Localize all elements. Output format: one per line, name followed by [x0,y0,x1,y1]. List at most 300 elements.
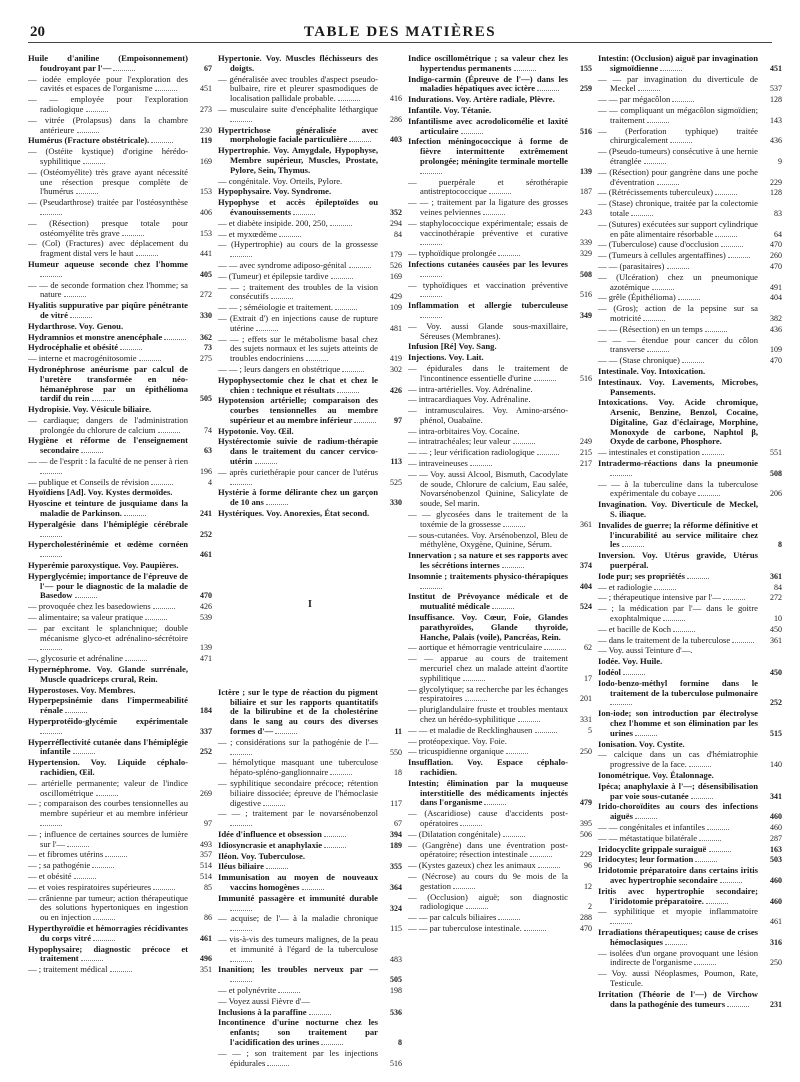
index-entry [28,779,212,799]
leader-dots [643,314,665,321]
entry-text: Iridocytes; leur formation [598,854,694,865]
page-ref: 272 [770,593,782,603]
entry-text: — (Sutures) exécutées sur support cylindrique en pâte alimentaire résorbable [598,218,758,239]
page-ref: 109 [770,345,782,355]
index-entry [218,965,402,985]
index-entry [408,198,592,218]
index-entry [28,717,212,737]
entry-text: Iodée. Voy. Huile. [598,656,663,667]
leader-dots [324,830,346,837]
page-ref: 361 [770,635,782,645]
page-ref: 451 [770,63,782,73]
entry-text: — (Nécrose) au cours du 9e mois de la gestation [408,870,568,891]
leader-dots [513,437,535,444]
index-entry [218,862,402,872]
page-ref: 64 [774,229,782,239]
leader-dots [720,876,742,883]
leader-dots [81,446,103,453]
page-ref: 470 [770,356,782,366]
page-ref: 351 [200,965,212,975]
leader-dots [623,668,645,675]
index-entry [408,106,592,116]
page-ref: 349 [580,310,592,320]
leader-dots [691,792,713,799]
page-ref: 67 [204,63,212,73]
leader-dots [230,250,252,257]
index-entry [598,262,782,272]
index-entry [28,654,212,664]
entry-text: Irradiations thérapeutiques; cause de crises hémoclasiques [598,926,758,947]
index-entry [408,353,592,363]
index-entry [408,95,592,105]
index-entry [28,147,212,167]
leader-dots [665,938,687,945]
leader-dots [461,127,483,134]
page-ref: 361 [770,571,782,581]
entry-text: Iodo-benzo-méthyl formine dans le traitement de la tuberculose pulmonaire [598,677,758,698]
page-ref: 461 [200,550,212,560]
leader-dots [324,841,346,848]
index-entry [28,365,212,404]
entry-text: Ion-iode; son introduction par électrolyse chez l'homme et son élimination par les urines [598,708,758,738]
entry-text: Institut de Prévoyance médicale et de mutualité médicale [408,591,568,612]
leader-dots [92,394,114,401]
page-ref: 272 [200,290,212,300]
entry-text: Hypotonie. Voy. Œil. [218,425,294,436]
index-entry [408,737,592,747]
page-ref: 169 [200,156,212,166]
entry-text: Infantile. Voy. Tétanie. [408,104,492,115]
index-entry [598,459,782,479]
index-entry [218,283,402,303]
leader-dots [695,855,717,862]
index-entry [28,499,212,519]
index-entry [218,1018,402,1047]
leader-dots [484,798,506,805]
index-column-1 [28,54,212,1076]
leader-dots [678,293,700,300]
index-entry [218,427,402,437]
page-ref: 243 [580,207,592,217]
index-column-4 [598,54,782,1076]
entry-text: Idée d'influence et obsession [218,829,322,840]
leader-dots [622,540,644,547]
leader-dots [535,726,557,733]
entry-text: Hyperréflectivité cutanée dans l'hémiplégie infantile [28,736,188,757]
leader-dots [420,311,442,318]
leader-dots [155,84,177,91]
entry-text: — (Ostéite kystique) d'origine hérédo-syphilitique [28,146,188,166]
index-entry [218,688,402,737]
page-ref: 206 [770,489,782,499]
index-entry [28,219,212,239]
index-entry [408,260,592,280]
leader-dots [631,209,653,216]
index-entry [218,219,402,229]
leader-dots [73,747,95,754]
leader-dots [230,924,252,931]
entry-text: Hystériques. Voy. Anorexies, État second. [218,508,370,519]
entry-text: — acquise; de l'— à la maladie chronique [218,913,378,924]
leader-dots [420,167,442,174]
page-ref: 419 [390,354,402,364]
leader-dots [647,116,669,123]
entry-text: Innervation ; sa nature et ses rapports avec les sécrétions internes [408,550,568,571]
page-ref: 302 [390,364,402,374]
index-entry [218,914,402,934]
leader-dots [610,469,632,476]
index-entry [408,654,592,683]
entry-text: Intestinale. Voy. Intoxication. [598,365,706,376]
index-entry [598,625,782,635]
entry-text: — — par invagination du diverticule de Meckel [598,73,758,94]
index-entry [408,385,592,395]
page-ref: 74 [204,425,212,435]
entry-text: Intestinaux. Voy. Lavements, Microbes, Pansements. [598,376,758,397]
leader-dots [230,975,252,982]
leader-dots [672,95,694,102]
index-entry [28,686,212,696]
index-entry [598,636,782,646]
entry-text: — vis-à-vis des tumeurs malignes, de la peau et immunité à l'égard de la tuberculose [218,933,378,954]
leader-dots [420,290,442,297]
index-column-2 [218,54,402,1076]
entry-text: Iléon. Voy. Tuberculose. [218,850,306,861]
leader-dots [321,1038,343,1045]
index-entry [28,830,212,850]
leader-dots [120,343,142,350]
leader-dots [721,240,743,247]
entry-text: — Voy. aussi Glande sous-maxillaire, Séreuses (Membranes). [408,320,568,341]
index-entry [408,117,592,137]
leader-dots [275,727,297,734]
index-entry [598,367,782,377]
index-entry [598,750,782,770]
page-ref: 201 [580,694,592,704]
page-ref: 184 [200,706,212,716]
page-ref: 508 [580,269,592,279]
index-entry [28,343,212,353]
leader-dots [635,729,657,736]
index-entry [408,924,592,934]
index-entry [598,75,782,95]
page-ref: 128 [770,95,782,105]
page-ref: 62 [584,643,592,653]
index-entry [408,779,592,808]
index-entry [28,333,212,343]
page-ref: 505 [200,394,212,404]
entry-text: Hypophysaire; diagnostic précoce et traitement [28,943,188,964]
entry-text: — (Rétrécissements tuberculeux) [598,187,714,198]
entry-text: — pluriglandulaire fruste et troubles mentaux chez un hérédo-syphilitique [408,704,568,724]
entry-text: Inflammation et allergie tuberculeuse [408,300,568,311]
index-entry [598,147,782,167]
leader-dots [610,698,632,705]
index-entry [408,54,592,74]
page-ref: 362 [200,332,212,342]
index-entry [28,799,212,828]
entry-text: — ; thérapeutique intensive par l'— [598,592,722,603]
leader-dots [498,249,520,256]
page-ref: 187 [580,187,592,197]
entry-text: Hyalitis suppurative par piqûre pénétrante de vitré [28,300,188,320]
entry-text: — intraveineuses [408,458,468,469]
entry-text: Hystérie à forme délirante chez un garçon de 10 ans [218,487,378,508]
index-entry [408,322,592,342]
page-ref: 331 [580,715,592,724]
page-ref: 241 [200,509,212,519]
leader-dots [670,136,692,143]
index-entry [598,990,782,1010]
index-entry [408,747,592,757]
index-entry [598,106,782,126]
index-entry [598,845,782,855]
entry-text: — grêle (Épithélioma) [598,292,676,303]
leader-dots [255,457,277,464]
page-ref: 8 [398,1037,402,1047]
leader-dots [76,187,98,194]
index-entry [408,726,592,736]
leader-dots [330,768,352,775]
page-ref: 536 [390,1007,402,1017]
index-entry [218,841,402,851]
leader-dots [266,862,288,869]
entry-text: Hygiène et réforme de l'enseignement secondaire [28,435,188,456]
page-ref: 479 [580,798,592,808]
entry-text: — typhoïdiques et vaccination préventive [408,279,568,290]
page-ref: 67 [394,819,402,829]
leader-dots [309,1008,331,1015]
index-entry [598,293,782,303]
entry-text: — — de l'esprit : la faculté de ne penser à rien [28,456,188,467]
entry-text: Indice oscillométrique ; sa valeur chez les hypertendus permanents [408,54,568,73]
entry-text: — artérielle permanente; valeur de l'indice oscillométrique [28,777,188,798]
entry-text: Insomnie ; traitements physico-thérapiques [408,570,568,581]
index-entry [28,665,212,685]
index-entry [408,459,592,469]
index-entry [408,572,592,592]
page-ref: 436 [770,136,782,146]
leader-dots [514,64,536,71]
page-ref: 316 [770,937,782,947]
entry-text: — — ; son traitement par les injections épidurales [218,1047,378,1068]
entry-text: Inversion. Voy. Utérus gravide, Utérus puerpéral. [598,550,758,571]
index-entry [598,679,782,708]
entry-text: Invagination. Voy. Diverticule de Meckel, S. iliaque. [598,499,758,520]
index-entry [408,685,592,705]
page-ref: 84 [774,582,782,592]
index-entry [598,240,782,250]
leader-dots [75,591,97,598]
page-ref: 436 [770,324,782,334]
index-entry [28,260,212,280]
index-entry [598,802,782,822]
entry-text: Irritation (Théorie de l'—) de Virchow dans la pathogénie des tumeurs [598,988,758,1009]
page-ref: 496 [200,954,212,964]
index-entry [598,657,782,667]
entry-text: Invalides de guerre; la réforme définitive et l'incurabilité au service militaire chez les [598,519,758,550]
index-entry [218,230,402,240]
leader-dots [699,834,721,841]
index-entry [218,873,402,893]
page-ref: 406 [200,207,212,217]
index-entry [28,457,212,477]
index-entry [598,378,782,398]
entry-text: Irido-choroïdites au cours des infections aiguës [598,801,758,822]
leader-dots [534,374,556,381]
index-columns [28,54,782,1076]
entry-text: Iléus biliaire [218,861,264,872]
index-entry [598,646,782,656]
page-ref: 85 [204,882,212,892]
leader-dots [460,819,482,826]
leader-dots [706,897,728,904]
leader-dots [463,674,485,681]
page-ref: 450 [770,624,782,634]
entry-text: — et radiologie [598,581,652,592]
entry-text: — — par mégacôlon [598,94,671,105]
index-entry [218,126,402,146]
entry-text: — — par calculs biliaires [408,912,497,923]
entry-text: — syphilitique secondaire précoce; rétention biliaire dissociée; épreuve de l'hémoclasie digestive [218,778,378,808]
index-entry [218,376,402,396]
leader-dots [728,251,750,258]
index-entry [28,738,212,758]
page-ref: 441 [200,249,212,259]
index-entry [218,935,402,964]
index-entry [598,304,782,324]
leader-dots [638,84,660,91]
page-ref: 18 [394,768,402,778]
index-entry [28,850,212,860]
entry-text: — (Résection) pour gangrène dans une poche d'éventration [598,166,758,187]
index-entry [598,887,782,907]
page-ref: 516 [390,1058,402,1068]
leader-dots [158,426,180,433]
leader-dots [682,356,704,363]
leader-dots [331,272,353,279]
index-entry [408,437,592,447]
entry-text: Hyoïdiens [Ad]. Voy. Kystes dermoïdes. [28,487,173,498]
index-entry [218,509,402,519]
index-entry [598,834,782,844]
entry-text: Hypernéphrome. Voy. Glande surrénale, Muscle quadriceps crural, Rein. [28,664,188,684]
page-ref: 2 [588,902,592,912]
page-ref: 153 [200,228,212,238]
entry-text: — (Col) (Fractures) avec déplacement du fragment distal vers le haut [28,238,188,259]
entry-text: — ; traitement médical [28,964,108,975]
entry-text: Intestin: (Occlusion) aiguë par invagination sigmoïdienne [598,54,758,73]
page-ref: 416 [390,94,402,104]
index-entry [598,199,782,219]
entry-text: Intradermo-réactions dans la pneumonie [598,458,758,469]
entry-text: — — Voy. aussi Alcool, Bismuth, Cacodylate de soude, Chlorure de calcium, Eau salée, Novarsénobenzol Quinine, Salicylate de soude, Sel marin. [408,468,568,509]
page-ref: 252 [200,529,212,539]
page-ref: 426 [200,602,212,612]
entry-text: — ; influence de certaines sources de lumière sur l'— [28,828,188,849]
leader-dots [230,748,252,755]
page-ref: 516 [580,373,592,383]
page-ref: 231 [770,999,782,1009]
index-entry [28,198,212,218]
entry-text: Intestin; élimination par la muqueuse interstitielle des médicaments injectés dans l'organisme [408,777,568,808]
leader-dots [715,188,737,195]
entry-text: — calcique dans un cas d'hémiatrophie progressive de la face. [598,749,758,770]
entry-text: — sous-cutanées. Voy. Arsénobenzol, Bleu de méthylène, Oxygène, Quinine, Sérum. [408,529,568,550]
index-entry [408,705,592,725]
index-entry [28,894,212,923]
entry-text: Hydronéphrose anéurisme par calcul de l'uretère transformée en néo-hémanéphrose par un épithélioma tardif du rein [28,363,188,404]
page-ref: 153 [200,187,212,197]
page-ref: 4 [208,477,212,487]
leader-dots [40,727,62,734]
index-entry [598,273,782,293]
page-ref: 198 [390,985,402,995]
entry-text: — (Ulcération) chez un pneumonique azotémique [598,271,758,292]
index-entry [218,809,402,829]
entry-text: Hyperthyroïdie et hémorragies récidivantes du corps vitré [28,922,188,943]
leader-dots [652,283,674,290]
entry-text: — Voy. aussi Néoplasmes, Poumon, Rate, Testicule. [598,968,758,988]
index-entry [28,436,212,456]
page-ref: 83 [774,208,782,218]
entry-text: — dans le traitement de la tuberculose [598,634,731,645]
index-entry [218,894,402,914]
leader-dots [230,115,252,122]
entry-text: — intratrachéales; leur valeur [408,436,511,447]
page-ref: 11 [394,727,402,737]
leader-dots [330,219,352,226]
leader-dots [338,94,360,101]
entry-text: Iritis avec hypertrophie secondaire; l'iridotomie préparatoire. [598,885,758,906]
leader-dots [40,550,62,557]
leader-dots [151,136,173,143]
entry-text: — publique et Conseils de révision [28,476,150,487]
entry-text: — — glycosées dans le traitement de la toxémie de la grossesse [408,509,568,529]
entry-text: — (Pseudo-tumeurs) consécutive à une hernie étranglée [598,146,758,166]
leader-dots [278,986,300,993]
entry-text: — ; considérations sur la pathogénie de l'— [218,736,378,747]
page-ref: 352 [390,207,402,217]
page-ref: 361 [580,519,592,529]
index-entry [218,986,402,996]
index-entry [28,116,212,136]
entry-text: — crânienne par tumeur; action thérapeutique des solutions hypertoniques en ingestion ou en injection [28,892,188,923]
entry-text: — (Ostéomyélite) très grave ayant nécessité une résection presque complète de l'humérus [28,166,188,197]
index-entry [408,406,592,426]
entry-text: Hyperémie paroxystique. Voy. Paupières. [28,560,179,571]
entry-text: Hypercholestérinémie et œdème cornéen [28,539,188,550]
entry-text: Hydramnios et monstre anencéphale [28,331,163,342]
entry-text: Humeur aqueuse seconde chez l'homme [28,258,188,269]
index-entry [598,866,782,886]
index-entry [28,478,212,488]
entry-text: — vitrée (Prolapsus) dans la chambre antérieure [28,114,188,135]
page-ref: 275 [200,354,212,364]
index-entry [218,54,402,74]
entry-text: — (Stase) chronique, traitée par la colectomie totale [598,198,758,218]
entry-text: — par excitant le splanchnique; double mécanisme glyco-et adrénalino-sécrétoire [28,622,188,643]
entry-text: — et diabète insipide. 200, 250, [218,217,328,228]
entry-text: — — — étendue pour cancer du côlon transverse [598,334,758,355]
entry-text: — — (Stase chronique) [598,355,680,366]
index-entry [408,178,592,198]
entry-text: Hyperglycémie; importance de l'épreuve de l'— pour le diagnostic de la maladie de Basedow [28,570,188,601]
page-ref: 508 [770,468,782,478]
index-entry [218,830,402,840]
index-entry [218,187,402,197]
entry-text: — hémolytique masquant une tuberculose hépato-spléno-ganglionnaire [218,757,378,778]
